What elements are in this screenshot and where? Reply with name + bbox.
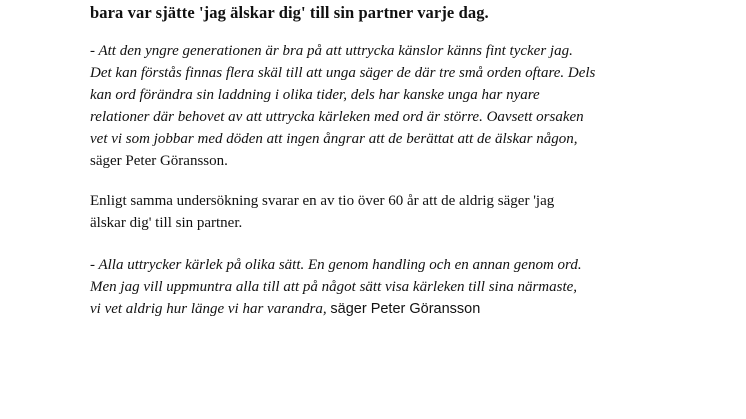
survey-line-1: Enligt samma undersökning svarar en av tio över 60 år att de aldrig säger 'jag (90, 193, 555, 209)
article-body (90, 0, 690, 320)
survey-line-2: älskar dig' till sin partner. (90, 215, 243, 231)
quote2-last-line-text: vi vet aldrig hur länge vi har varandra, (90, 301, 327, 317)
lead-sentence: bara var sjätte 'jag älskar dig' till sin partner varje dag. (90, 3, 489, 22)
quote1-line-2: Det kan förstås finnas flera skäl till att unga säger de där tre små orden oftare. Dels (90, 65, 596, 81)
quote1-line-5: vet vi som jobbar med döden att ingen ångrar att de berättat att de älskar någon, (90, 131, 578, 147)
quote1-line-4: relationer där behovet av att uttrycka kärleken med ord är större. Oavsett orsaken (90, 109, 584, 125)
quote-paragraph-1 (90, 40, 690, 172)
quote1-line-3: kan ord förändra sin laddning i olika tider, dels har kanske unga har nyare (90, 87, 540, 103)
quote-paragraph-2 (90, 254, 690, 320)
quote2-line-3 (90, 298, 690, 320)
quote2-attribution: säger Peter Göransson (330, 301, 481, 317)
quote2-line-1: - Alla uttrycker kärlek på olika sätt. En genom handling och en annan genom ord. (90, 257, 582, 273)
quote1-line-1: - Att den yngre generationen är bra på att uttrycka känslor känns fint tycker jag. (90, 43, 573, 59)
quote2-line-2: Men jag vill uppmuntra alla till att på något sätt visa kärleken till sina närmaste, (90, 279, 578, 295)
survey-paragraph (90, 190, 690, 234)
quote1-attribution: säger Peter Göransson. (90, 153, 228, 169)
